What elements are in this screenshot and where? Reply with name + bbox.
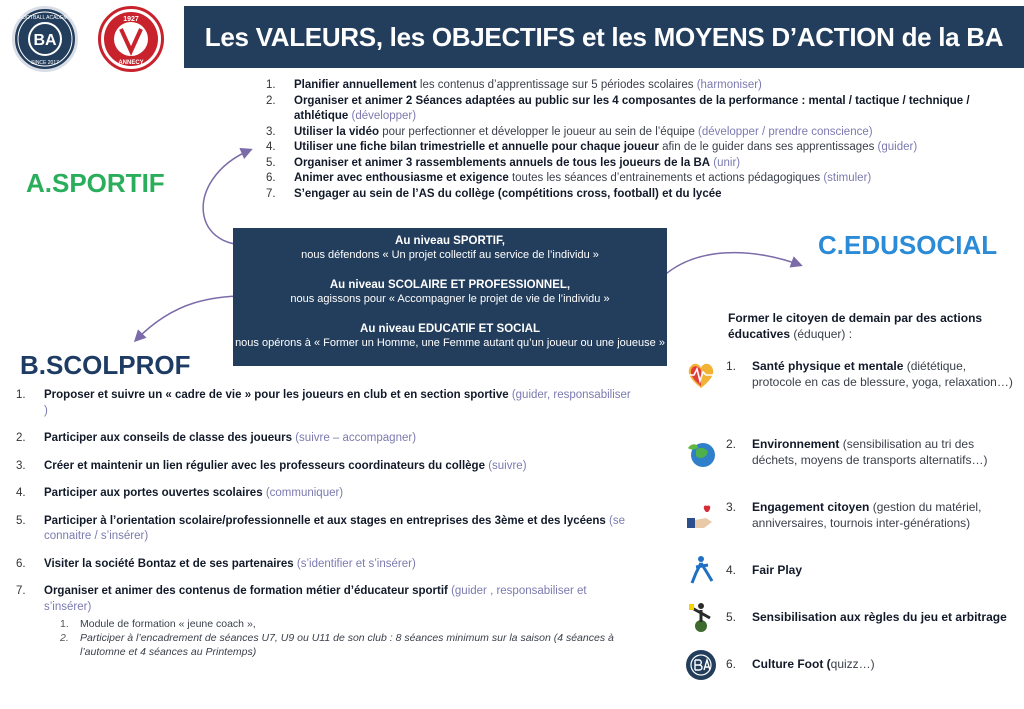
item-text: Participer à l’encadrement de séances U7, U9 ou U11 de son club : 8 séances minimum sur la saison (4 séances à l’automne et 4 séances au Printemps) (80, 632, 614, 658)
item-strong: Animer avec enthousiasme et exigence (294, 172, 509, 184)
summary-block-scolaire (233, 278, 667, 306)
item-text: (gestion du matériel, anniversaires, tournois inter-générations) (752, 500, 982, 530)
item-strong: Créer et maintenir un lien régulier avec les professeurs coordinateurs du collège (44, 459, 485, 472)
list-item (266, 187, 1006, 203)
list-item (16, 431, 636, 447)
item-strong: Fair Play (752, 563, 803, 577)
item-text: Module de formation « jeune coach », (80, 618, 256, 630)
item-hint: (se connaitre / s’insérer) (44, 514, 626, 542)
item-number: 1. (60, 618, 69, 630)
item-hint: (suivre) (488, 459, 527, 472)
item-number: 7. (16, 585, 26, 597)
sub-list-item (60, 631, 636, 659)
list-item (266, 171, 1006, 187)
item-number: 1. (16, 389, 26, 401)
item-number: 4. (266, 141, 276, 153)
page-title: Les VALEURS, les OBJECTIFS et les MOYENS D’ACTION de la BA (204, 21, 1004, 52)
item-content (752, 609, 1016, 625)
summary-block-educatif (233, 322, 667, 350)
heart-health-icon (684, 358, 718, 392)
item-strong: Culture Foot ( (752, 657, 831, 671)
section-title-edusocial: C.EDUSOCIAL (818, 230, 998, 260)
item-strong: Utiliser la vidéo (294, 125, 380, 138)
list-item (16, 514, 636, 545)
list-item (16, 486, 636, 502)
ba-logo-bottom: SINCE 2017 (31, 60, 59, 66)
list-item (266, 140, 1006, 156)
item-strong: S’engager au sein de l’AS du collège (compétitions cross, football) et du lycée (294, 187, 722, 200)
item-strong: Santé physique et mentale (752, 359, 904, 373)
summary-text: nous défendons « Un projet collectif au service de l’individu » (301, 249, 599, 261)
item-strong: Participer à l’orientation scolaire/professionnelle et aux stages en entreprises des 3ème et des lycéens (44, 514, 606, 527)
item-hint: (développer / prendre conscience) (698, 125, 873, 138)
item-number: 1. (266, 79, 276, 91)
summary-text: nous agissons pour « Accompagner le projet de vie de l’individu » (290, 293, 610, 305)
item-hint: (guider , responsabiliser et s’insérer) (44, 585, 587, 613)
item-strong: Sensibilisation aux règles du jeu et arbitrage (752, 610, 1007, 624)
section-title-sportif: A.SPORTIF (26, 168, 165, 198)
item-strong: Proposer et suivre un « cadre de vie » pour les joueurs en club et en section sportive (44, 389, 509, 401)
item-hint: (communiquer) (265, 487, 344, 499)
list-item (266, 78, 1006, 94)
item-strong: Environnement (752, 437, 840, 451)
ba-academy-logo (12, 6, 78, 72)
item-hint: (harmoniser) (696, 79, 762, 91)
item-content (752, 436, 1016, 468)
item-hint: (guider, responsabiliser ) (44, 389, 631, 417)
summary-text: nous opérons à « Former un Homme, une Femme autant qu’un joueur ou une joueuse » (235, 337, 665, 349)
annecy-logo-year: 1927 (123, 16, 139, 23)
item-number: 5. (266, 156, 276, 169)
list-item (16, 459, 636, 475)
item-strong: Planifier annuellement (294, 79, 417, 91)
item-number: 2. (266, 94, 276, 107)
annecy-logo-name: ANNECY (118, 60, 144, 66)
item-number: 5. (16, 514, 26, 527)
item-text: quizz…) (830, 657, 875, 671)
item-hint: (unir) (713, 156, 741, 169)
header (0, 0, 1024, 78)
hand-heart-icon (684, 500, 718, 534)
item-text: (sensibilisation au tri des déchets, moyens de transports alternatifs…) (752, 437, 988, 467)
item-hint: (développer) (351, 110, 417, 122)
sportif-list (266, 78, 1006, 202)
list-item (16, 557, 636, 573)
item-hint: (suivre – accompagner) (295, 432, 417, 444)
item-text: toutes les séances d’entrainements et actions pédagogiques (508, 172, 824, 184)
item-number: 6. (266, 172, 276, 184)
item-strong: Organiser et animer 3 rassemblements annuels de tous les joueurs de la BA (294, 156, 711, 169)
intro-hint: (éduquer) : (790, 327, 853, 341)
list-item (266, 156, 1006, 172)
annecy-club-logo (98, 6, 164, 72)
page-title-bar (184, 6, 1024, 68)
item-strong: Participer aux portes ouvertes scolaires (44, 487, 263, 499)
item-number: 2. (16, 432, 26, 444)
intro-strong: Former le citoyen de demain par des actions éducatives (728, 311, 983, 341)
item-text: afin de le guider dans ses apprentissages (658, 141, 878, 153)
item-number: 5. (726, 610, 737, 624)
item-hint: (guider) (877, 141, 918, 153)
summary-heading: Au niveau SCOLAIRE ET PROFESSIONNEL, (329, 279, 571, 291)
item-number: 3. (726, 500, 737, 514)
summary-heading: Au niveau SPORTIF, (395, 235, 505, 247)
item-number: 3. (16, 459, 26, 472)
list-item (16, 584, 636, 659)
ba-logo-mark: BA (33, 32, 57, 49)
item-strong: Participer aux conseils de classe des joueurs (44, 432, 293, 444)
item-number: 1. (726, 359, 737, 373)
ba-logo-top: FOOTBALL ACADEMY (19, 15, 71, 21)
scolprof-list (16, 388, 636, 671)
item-content (752, 656, 1016, 672)
item-number: 4. (16, 487, 26, 499)
ba-logo-icon (684, 648, 718, 682)
section-title-scolprof: B.SCOLPROF (20, 350, 191, 380)
item-content (752, 358, 1016, 390)
item-text: (diététique, protocole en cas de blessure, yoga, relaxation…) (752, 359, 1013, 389)
summary-heading: Au niveau EDUCATIF ET SOCIAL (360, 323, 540, 335)
item-strong: Organiser et animer 2 Séances adaptées au public sur les 4 composantes de la performance : mental / tactique / technique / athlétique (294, 94, 970, 122)
item-strong: Visiter la société Bontaz et de ses partenaires (44, 557, 294, 570)
item-number: 2. (60, 632, 69, 644)
item-text: les contenus d’apprentissage sur 5 périodes scolaires (416, 79, 697, 91)
item-content (752, 499, 1016, 531)
fair-play-icon (684, 553, 718, 587)
list-item (266, 94, 1006, 125)
item-text: pour perfectionner et développer le joueur au sein de l’équipe (379, 125, 699, 138)
values-summary-box (233, 228, 667, 366)
item-number: 4. (726, 563, 737, 577)
item-strong: Engagement citoyen (752, 500, 870, 514)
item-content (752, 562, 1016, 578)
list-item (266, 125, 1006, 141)
sub-list-item (60, 617, 636, 631)
item-number: 6. (16, 557, 26, 570)
item-hint: (s’identifier et s’insérer) (296, 557, 416, 570)
summary-block-sportif (233, 234, 667, 262)
item-number: 3. (266, 125, 276, 138)
item-number: 2. (726, 437, 737, 451)
item-number: 7. (266, 187, 276, 200)
sub-list (60, 617, 636, 659)
list-item (16, 388, 636, 419)
arrow-to-edusocial (652, 253, 800, 288)
edusocial-intro (728, 310, 998, 342)
item-strong: Utiliser une fiche bilan trimestrielle et annuelle pour chaque joueur (294, 141, 659, 153)
item-strong: Organiser et animer des contenus de formation métier d’éducateur sportif (44, 585, 448, 597)
item-hint: (stimuler) (823, 172, 872, 184)
earth-plant-icon (684, 436, 718, 470)
annecy-logo-graphic (101, 9, 161, 69)
item-number: 6. (726, 657, 737, 671)
referee-icon (684, 600, 718, 634)
ba-logo-graphic (15, 9, 75, 69)
